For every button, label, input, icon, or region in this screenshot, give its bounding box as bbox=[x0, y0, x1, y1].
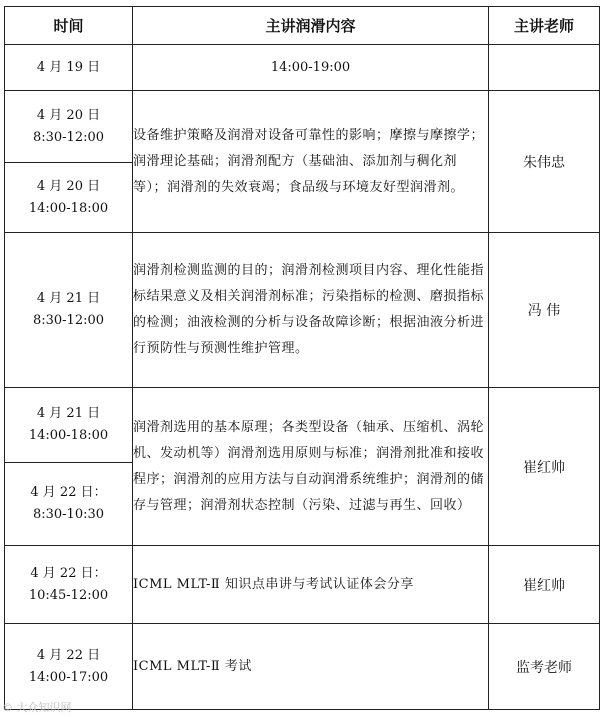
teacher-cell: 朱伟忠 bbox=[489, 91, 600, 233]
time-cell bbox=[5, 624, 133, 710]
time-cell bbox=[5, 91, 133, 163]
schedule-table bbox=[4, 6, 600, 710]
date-text: 4 月 22 日： bbox=[30, 485, 107, 500]
content-cell: 14:00-19:00 bbox=[133, 45, 489, 91]
header-row bbox=[5, 7, 600, 45]
content-cell: ICML MLT-Ⅱ 知识点串讲与考试认证体会分享 bbox=[133, 546, 489, 624]
teacher-cell: 监考老师 bbox=[489, 624, 600, 710]
time-range-text: 14:00-18:00 bbox=[28, 200, 109, 216]
date-text: 4 月 20 日 bbox=[36, 107, 101, 123]
table-row bbox=[5, 233, 600, 388]
time-cell bbox=[5, 388, 133, 463]
time-range-text: 10:45-12:00 bbox=[28, 587, 109, 603]
teacher-cell: 崔红帅 bbox=[489, 546, 600, 624]
time-cell bbox=[5, 163, 133, 233]
teacher-cell: 冯 伟 bbox=[489, 233, 600, 388]
header-content: 主讲润滑内容 bbox=[133, 7, 489, 45]
table-row bbox=[5, 91, 600, 163]
time-range-text: 8:30-12:00 bbox=[32, 129, 105, 145]
content-cell: 设备维护策略及润滑对设备可靠性的影响；摩擦与摩擦学；润滑理论基础；润滑剂配方（基础油、添加剂与稠化剂等）；润滑剂的失效衰竭；食品级与环境友好型润滑剂。 bbox=[133, 91, 489, 233]
time-range-text: 14:00-17:00 bbox=[28, 669, 109, 685]
header-teacher: 主讲老师 bbox=[489, 7, 600, 45]
date-text: 4 月 21 日 bbox=[36, 291, 101, 306]
time-range-text: 14:00-18:00 bbox=[28, 428, 109, 443]
table-row bbox=[5, 546, 600, 624]
content-cell: 润滑剂检测监测的目的；润滑剂检测项目内容、理化性能指标结果意义及相关润滑剂标准；污染指标的检测、磨损指标的检测；油液检测的分析与设备故障诊断；根据油液分析进行预防性与预测性维护管理。 bbox=[133, 233, 489, 388]
table-row bbox=[5, 45, 600, 91]
time-cell bbox=[5, 45, 133, 91]
time-cell bbox=[5, 546, 133, 624]
time-range-text: 8:30-10:30 bbox=[32, 507, 105, 522]
table-row bbox=[5, 388, 600, 463]
teacher-cell: 崔红帅 bbox=[489, 388, 600, 546]
table-row bbox=[5, 624, 600, 710]
time-cell bbox=[5, 233, 133, 388]
date-text: 4 月 19 日 bbox=[36, 59, 101, 75]
date-text: 4 月 20 日 bbox=[36, 178, 101, 194]
time-cell bbox=[5, 463, 133, 546]
time-range-text: 8:30-12:00 bbox=[32, 313, 105, 328]
content-cell: 润滑剂选用的基本原理；各类型设备（轴承、压缩机、涡轮机、发动机等）润滑剂选用原则与标准；润滑剂批准和接收程序；润滑剂的应用方法与自动润滑系统维护；润滑剂的储存与管理；润滑剂状态控制（污染、过滤与再生、回收） bbox=[133, 388, 489, 546]
content-cell: ICML MLT-Ⅱ 考试 bbox=[133, 624, 489, 710]
header-time: 时间 bbox=[5, 7, 133, 45]
teacher-cell bbox=[489, 45, 600, 91]
watermark: © 大众知识网 bbox=[2, 701, 72, 714]
date-text: 4 月 22 日 bbox=[36, 647, 101, 663]
date-text: 4 月 21 日 bbox=[36, 406, 101, 421]
date-text: 4 月 22 日： bbox=[30, 565, 107, 581]
